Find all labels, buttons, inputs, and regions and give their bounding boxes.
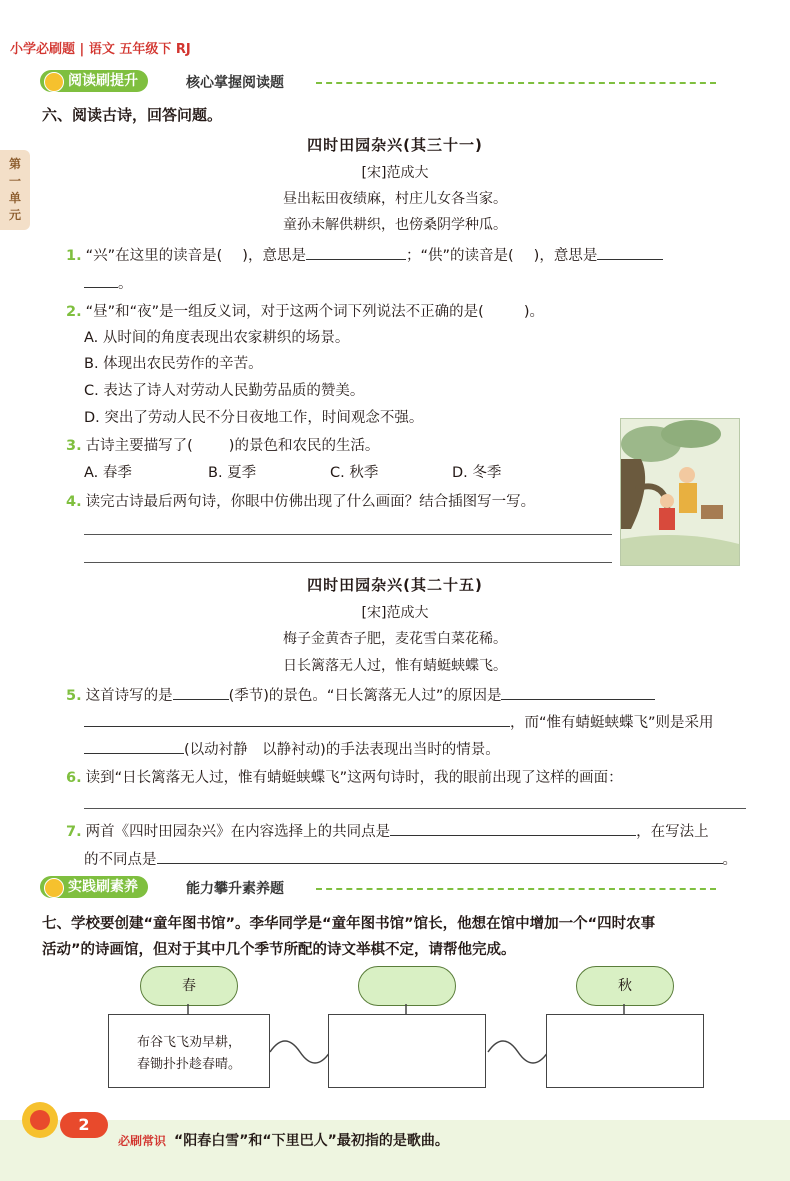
q5-blank-reason-b[interactable] (84, 712, 510, 727)
box1-line-2: 春锄扑扑趁春晴。 (136, 1057, 241, 1072)
q2-option-b[interactable]: B. 体现出农民劳作的辛苦。 (84, 356, 263, 372)
q3-option-a[interactable]: A. 春季 (84, 465, 132, 481)
mascot-icon (18, 1098, 62, 1142)
q1-blank-pinyin1[interactable] (222, 246, 242, 260)
q5-line-3 (84, 738, 500, 759)
q3-option-c[interactable]: C. 秋季 (330, 465, 379, 481)
q5-blank-reason-a[interactable] (501, 685, 655, 700)
banner-label: 阅读刷提升 (68, 73, 138, 89)
question-2 (66, 300, 544, 321)
practice-banner (40, 876, 148, 898)
q1-blank-meaning2-a[interactable] (597, 245, 663, 260)
poem2-title: 四时田园杂兴(其二十五) (307, 576, 483, 594)
q1-blank-meaning2-b[interactable] (84, 273, 118, 288)
question-7 (66, 820, 709, 841)
q7-text-b: ，在写法上 (636, 824, 709, 840)
banner-divider (316, 82, 716, 84)
q6-text: 读到“日长篱落无人过，惟有蜻蜓蛱蝶飞”这两句诗时，我的眼前出现了这样的画面： (85, 770, 623, 786)
q1-number: 1. (66, 248, 82, 264)
poem1-title: 四时田园杂兴(其三十一) (307, 136, 483, 154)
poem1-author: [宋]范成大 (361, 165, 429, 181)
poem2-author: [宋]范成大 (361, 605, 429, 621)
q2-number: 2. (66, 304, 82, 320)
q4-answer-line-2[interactable] (84, 562, 612, 563)
poem-box-autumn[interactable] (546, 1014, 704, 1088)
illustration-drawing (621, 419, 739, 565)
q3-option-b[interactable]: B. 夏季 (208, 465, 257, 481)
cloud-spring: 春 (140, 966, 238, 1006)
poem-box-spring (108, 1014, 270, 1088)
q1-continuation (84, 272, 133, 293)
banner-icon (44, 72, 64, 92)
q7-text-c: 的不同点是 (84, 852, 157, 868)
section-seven-line-1: 七、学校要创建“童年图书馆”。李华同学是“童年图书馆”馆长，他想在馆中增加一个“四时农事 (42, 916, 656, 932)
page-header (10, 38, 191, 57)
brand-name: 小学必刷题 (10, 42, 76, 57)
header-separator: | (79, 42, 89, 57)
q1-text-c: ；“供”的读音是( (405, 248, 514, 264)
poem2-line-1: 梅子金黄杏子肥，麦花雪白菜花稀。 (283, 631, 507, 647)
q5-text-b: (季节)的景色。“日长篱落无人过”的原因是 (228, 688, 502, 704)
q5-text-c: ，而“惟有蜻蜓蛱蝶飞”则是采用 (510, 715, 714, 731)
question-6 (66, 766, 623, 787)
q2-option-d[interactable]: D. 突出了劳动人民不分日夜地工作，时间观念不强。 (84, 410, 424, 426)
question-5 (66, 684, 655, 705)
q7-text-d: 。 (722, 852, 737, 868)
q3-text-b: )的景色和农民的生活。 (228, 438, 380, 454)
q2-text: “昼”和“夜”是一组反义词，对于这两个词下列说法不正确的是( (85, 304, 484, 320)
sidetab-label: 第一单元 (8, 157, 21, 222)
q2-blank[interactable] (484, 302, 524, 316)
question-4 (66, 490, 535, 511)
q3-option-d[interactable]: D. 冬季 (452, 465, 502, 481)
poem-box-middle[interactable] (328, 1014, 486, 1088)
q5-text-d: (以动衬静 以静衬动)的手法表现出当时的情景。 (184, 742, 500, 758)
q7-number: 7. (66, 824, 82, 840)
q1-text-a: “兴”在这里的读音是( (85, 248, 223, 264)
section-six-title: 六、阅读古诗，回答问题。 (42, 106, 223, 124)
poem2-line-2: 日长篱落无人过，惟有蜻蜓蛱蝶飞。 (283, 658, 507, 674)
q4-text: 读完古诗最后两句诗，你眼中仿佛出现了什么画面？结合插图写一写。 (85, 494, 536, 510)
banner-subtitle: 核心掌握阅读题 (186, 75, 284, 91)
banner2-divider (316, 888, 716, 890)
poem1-line-2: 童孙未解供耕织，也傍桑阴学种瓜。 (283, 217, 507, 233)
q2-option-c[interactable]: C. 表达了诗人对劳动人民勤劳品质的赞美。 (84, 383, 365, 399)
q4-number: 4. (66, 494, 82, 510)
q5-text-a: 这首诗写的是 (85, 688, 173, 704)
q4-answer-line-1[interactable] (84, 534, 612, 535)
tip-label: 必刷常识 (118, 1134, 167, 1148)
q1-text-d: )，意思是 (533, 248, 598, 264)
q5-number: 5. (66, 688, 82, 704)
q7-blank-difference[interactable] (157, 849, 723, 864)
q3-blank[interactable] (193, 436, 229, 450)
cloud-autumn: 秋 (576, 966, 674, 1006)
q7-text-a: 两首《四时田园杂兴》在内容选择上的共同点是 (85, 824, 391, 840)
footer-tip (118, 1130, 449, 1150)
q6-number: 6. (66, 770, 82, 786)
question-3 (66, 434, 379, 455)
banner2-label: 实践刷素养 (68, 879, 138, 895)
page-number: 2 (60, 1112, 108, 1138)
banner2-icon (44, 878, 64, 898)
question-1 (66, 244, 663, 265)
q3-text-a: 古诗主要描写了( (85, 438, 193, 454)
section-seven-line-2: 活动”的诗画馆，但对于其中几个季节所配的诗文举棋不定，请帮他完成。 (42, 942, 516, 958)
q7-line-2 (84, 848, 737, 869)
poem-illustration (620, 418, 740, 566)
q2-end: )。 (523, 304, 544, 320)
tip-text: “阳春白雪”和“下里巴人”最初指的是歌曲。 (174, 1133, 449, 1149)
poem1-line-1: 昼出耘田夜绩麻，村庄儿女各当家。 (283, 191, 507, 207)
q1-text-b: )，意思是 (242, 248, 306, 264)
q3-number: 3. (66, 438, 82, 454)
q1-blank-meaning1[interactable] (306, 245, 406, 260)
q5-line-2 (84, 711, 714, 732)
q1-blank-pinyin2[interactable] (514, 246, 534, 260)
q7-blank-common[interactable] (390, 821, 636, 836)
reading-banner (40, 70, 148, 92)
q5-blank-technique[interactable] (84, 739, 184, 754)
box1-line-1: 布谷飞飞劝早耕， (136, 1035, 241, 1050)
q1-text-e: 。 (118, 276, 133, 292)
q2-option-a[interactable]: A. 从时间的角度表现出农家耕织的场景。 (84, 330, 350, 346)
banner2-subtitle: 能力攀升素养题 (186, 881, 284, 897)
q6-answer-line[interactable] (84, 808, 746, 809)
q5-blank-season[interactable] (173, 685, 229, 700)
subject-label: 语文 五年级下 RJ (88, 42, 191, 57)
